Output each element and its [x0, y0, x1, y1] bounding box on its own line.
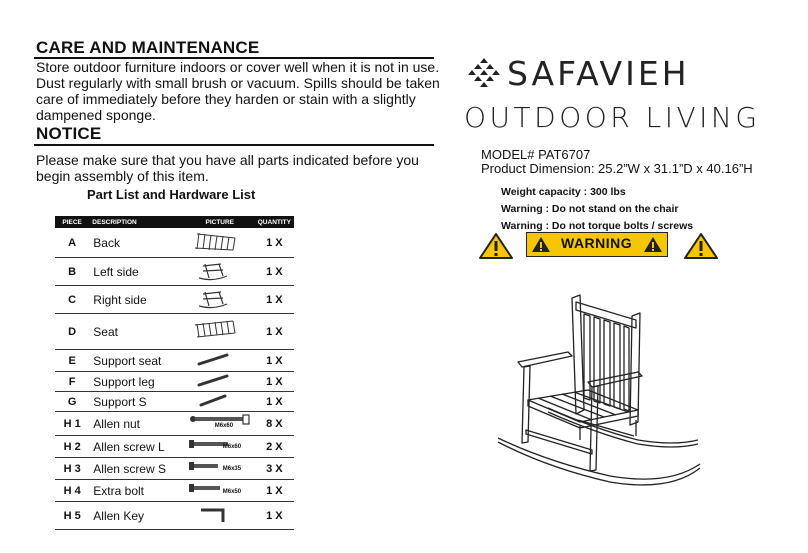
piece-code: H 4 [63, 484, 81, 497]
table-row [55, 480, 294, 502]
part-quantity: 1 X [266, 509, 283, 522]
parts-table [55, 216, 294, 530]
header-piece: PIECE [55, 216, 89, 228]
piece-code: D [68, 325, 77, 338]
piece-code: A [68, 236, 77, 249]
piece-code: H 1 [63, 417, 81, 430]
parts-title: Part List and Hardware List [87, 187, 256, 202]
part-description: Allen screw L [93, 439, 165, 454]
allen-key-icon [185, 502, 255, 526]
brand-subtitle: OUTDOOR LIVING [464, 101, 761, 134]
header-description: DESCRIPTION [89, 216, 184, 228]
table-row [55, 502, 294, 530]
part-quantity: 1 X [266, 354, 283, 367]
part-description: Support leg [93, 374, 155, 389]
piece-code: C [68, 293, 77, 306]
part-description: Left side [93, 264, 139, 279]
part-description: Support seat [93, 353, 162, 368]
piece-code: B [68, 265, 77, 278]
part-quantity: 8 X [266, 417, 283, 430]
brand-name: SAFAVIEH [507, 54, 690, 93]
notice-text [36, 152, 446, 184]
care-line: Dust regularly with small brush or vacuum. Spills should be taken [36, 75, 440, 91]
screw-icon [185, 480, 255, 498]
warning-triangle-icon [643, 236, 663, 253]
product-dimension: Product Dimension: 25.2”W x 31.1”D x 40.16”H [481, 161, 753, 176]
part-quantity: 1 X [266, 375, 283, 388]
weight-capacity: Weight capacity : 300 lbs [501, 186, 626, 198]
part-description: Seat [93, 324, 118, 339]
warning-triangle-icon [531, 236, 551, 253]
rail-icon [185, 372, 255, 388]
part-description: Right side [93, 292, 147, 307]
part-picture [185, 480, 255, 502]
piece-code: F [68, 375, 76, 388]
table-row [55, 314, 294, 350]
part-picture [185, 412, 255, 436]
part-picture [185, 228, 255, 258]
part-picture [185, 392, 255, 412]
notice-heading: NOTICE [36, 124, 102, 143]
warning-torque: Warning : Do not torque bolts / screws [501, 220, 694, 232]
size-label: M6x60 [214, 423, 234, 429]
part-description: Allen Key [93, 508, 144, 523]
right-side-frame-icon [185, 286, 255, 310]
part-picture [185, 502, 255, 530]
part-description: Allen nut [93, 416, 140, 431]
table-row [55, 436, 294, 458]
part-quantity: 1 X [266, 265, 283, 278]
piece-code: H 2 [63, 440, 81, 453]
care-line: Store outdoor furniture indoors or cover well when it is not in use. [36, 59, 440, 75]
warning-banner-text: WARNING [561, 235, 633, 251]
screw-icon [185, 436, 255, 454]
part-quantity: 1 X [266, 395, 283, 408]
size-label: M6x60 [222, 444, 242, 450]
table-row [55, 350, 294, 372]
rail-icon [185, 392, 255, 408]
table-row [55, 228, 294, 258]
table-row [55, 286, 294, 314]
notice-line: begin assembly of this item. [36, 168, 209, 184]
part-quantity: 1 X [266, 325, 283, 338]
part-description: Back [93, 235, 120, 250]
warning-banner [526, 232, 668, 257]
part-quantity: 1 X [266, 236, 283, 249]
piece-code: H 5 [63, 509, 81, 522]
part-picture [185, 436, 255, 458]
screw-icon [185, 458, 255, 476]
care-text [36, 59, 446, 123]
care-line: care of immediately before they harden or stain with a slightly [36, 91, 416, 107]
seat-slats-icon [185, 315, 255, 345]
part-picture [185, 458, 255, 480]
part-picture [185, 350, 255, 372]
rail-icon [185, 350, 255, 368]
part-description: Extra bolt [93, 483, 144, 498]
part-picture [185, 372, 255, 392]
piece-code: H 3 [63, 462, 81, 475]
warning-triangle-icon [683, 232, 719, 260]
table-row [55, 372, 294, 392]
part-quantity: 3 X [266, 462, 283, 475]
notice-rule [34, 144, 434, 146]
header-quantity: QUANTITY [255, 216, 294, 228]
part-picture [185, 286, 255, 314]
model-number: MODEL# PAT6707 [481, 147, 591, 162]
part-picture [185, 258, 255, 286]
part-quantity: 2 X [266, 440, 283, 453]
care-line: dampened sponge. [36, 107, 156, 123]
part-picture [185, 314, 255, 350]
warning-stand: Warning : Do not stand on the chair [501, 203, 679, 215]
warning-triangle-icon [478, 232, 514, 260]
size-label: M6x35 [222, 466, 242, 472]
size-label: M6x50 [222, 489, 242, 495]
part-quantity: 1 X [266, 293, 283, 306]
piece-code: E [68, 354, 76, 367]
left-side-frame-icon [185, 258, 255, 282]
part-description: Allen screw S [93, 461, 166, 476]
table-row [55, 392, 294, 412]
piece-code: G [67, 395, 77, 408]
header-picture: PICTURE [185, 216, 255, 228]
table-row [55, 412, 294, 436]
table-row [55, 258, 294, 286]
parts-header-row [55, 216, 294, 228]
table-row [55, 458, 294, 480]
brand-logo-icon [466, 56, 502, 88]
warning-list [501, 184, 693, 235]
part-description: Support S [93, 394, 147, 409]
bolt-icon [185, 412, 255, 432]
care-heading: CARE AND MAINTENANCE [36, 38, 260, 57]
notice-line: Please make sure that you have all parts indicated before you [36, 152, 419, 168]
chair-back-icon [185, 228, 255, 254]
rocking-chair-illustration [488, 290, 703, 505]
part-quantity: 1 X [266, 484, 283, 497]
